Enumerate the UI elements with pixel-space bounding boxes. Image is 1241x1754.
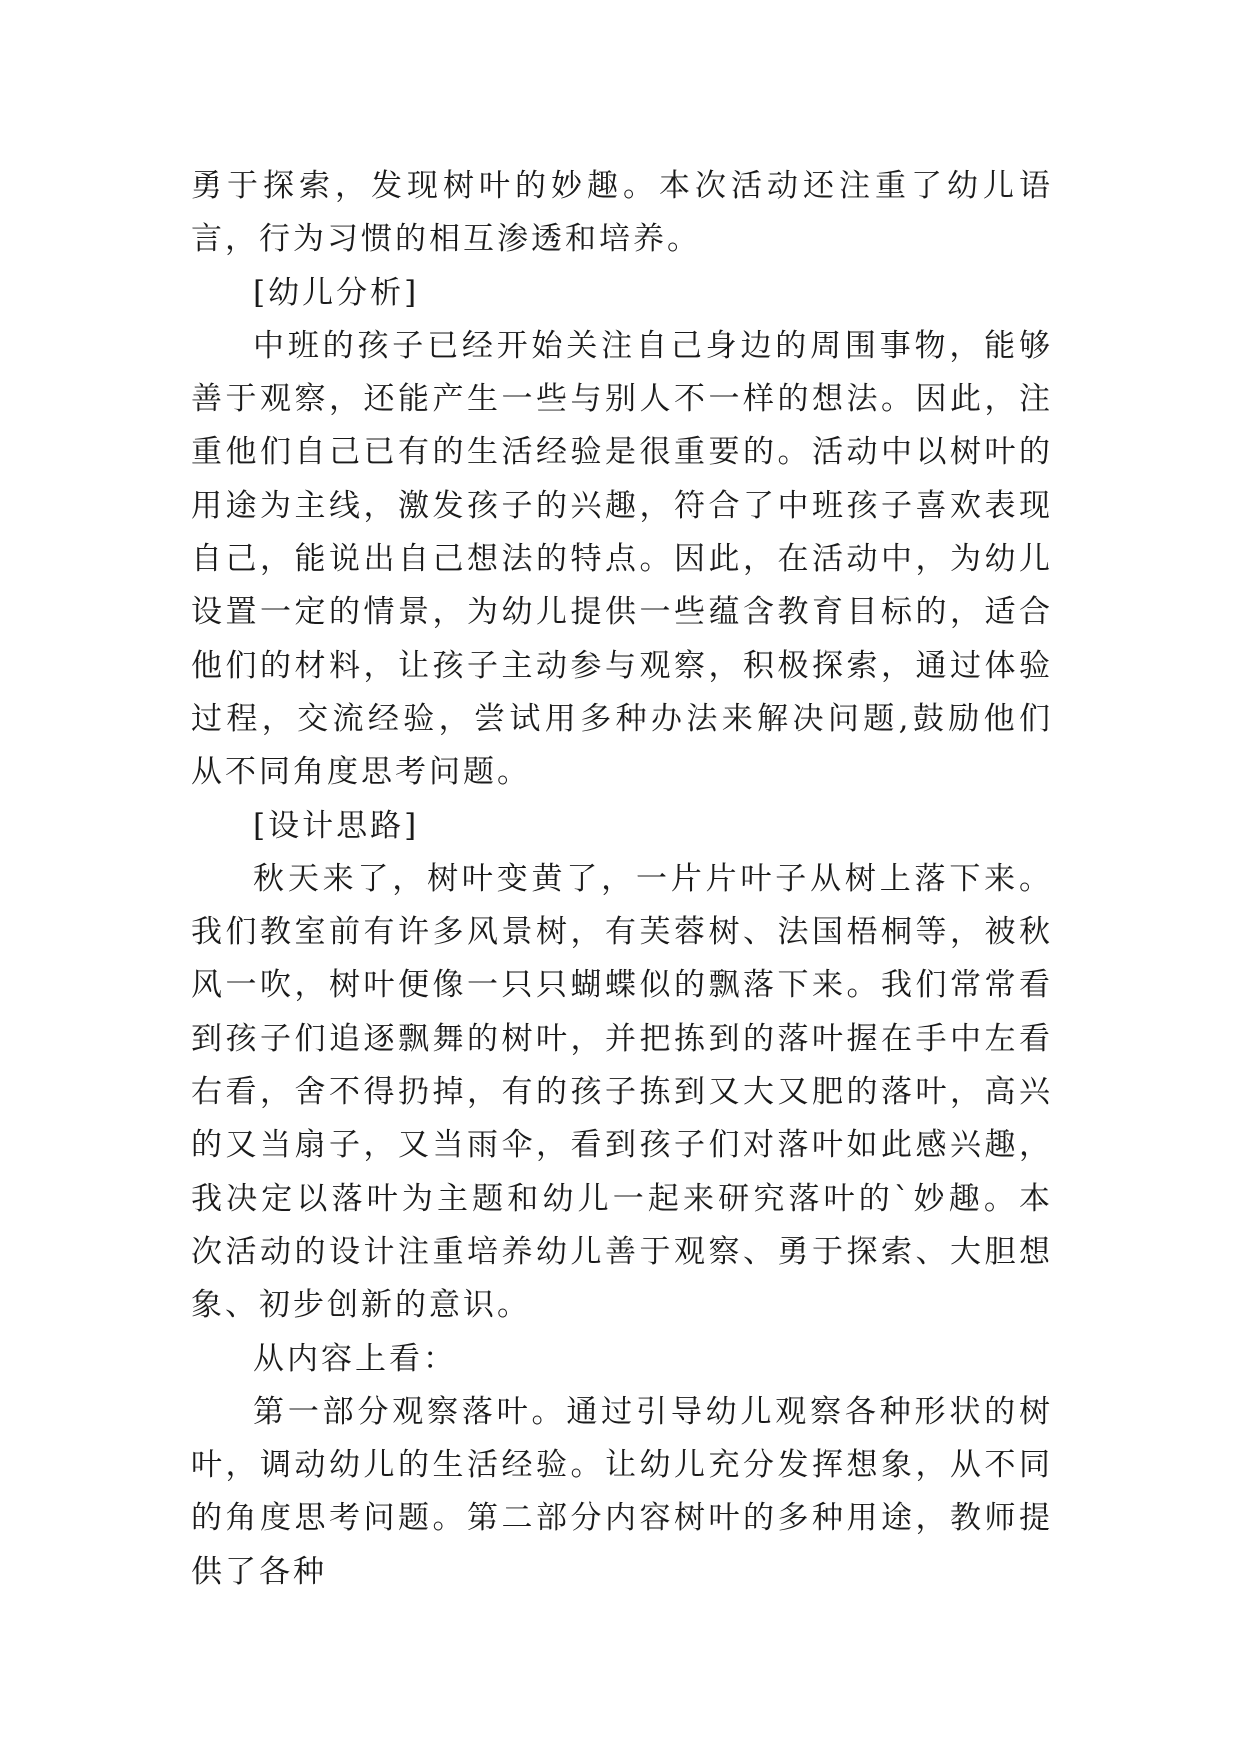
section-heading-content-view: 从内容上看： (253, 1340, 457, 1377)
paragraph-design-idea: 秋天来了，树叶变黄了，一片片叶子从树上落下来。我们教室前有许多风景树，有芙蓉树、法国梧桐等，被秋风一吹，树叶便像一只只蝴蝶似的飘落下来。我们常常看到孩子们追逐飘舞的树叶，并把拣到的落叶握在手中左看右看，舍不得扔掉，有的孩子拣到又大又肥的落叶，高兴的又当扇子，又当雨伞，看到孩子们对落叶如此感兴趣，我决定以落叶为主题和幼儿一起来研究落叶的`妙趣。本次活动的设计注重培养幼儿善于观察、勇于探索、大胆想象、初步创新的意识。 (191, 860, 1053, 1324)
document-body (191, 160, 1053, 1599)
section-heading-child-analysis: [幼儿分析] (253, 274, 420, 311)
paragraph-child-analysis: 中班的孩子已经开始关注自己身边的周围事物，能够善于观察，还能产生一些与别人不一样的想法。因此，注重他们自己已有的生活经验是很重要的。活动中以树叶的用途为主线，激发孩子的兴趣，符合了中班孩子喜欢表现自己，能说出自己想法的特点。因此，在活动中，为幼儿设置一定的情景，为幼儿提供一些蕴含教育目标的，适合他们的材料，让孩子主动参与观察，积极探索，通过体验过程，交流经验，尝试用多种办法来解决问题,鼓励他们从不同角度思考问题。 (191, 327, 1053, 791)
section-heading-design-idea: [设计思路] (253, 807, 420, 844)
paragraph-content-view: 第一部分观察落叶。通过引导幼儿观察各种形状的树叶，调动幼儿的生活经验。让幼儿充分发挥想象，从不同的角度思考问题。第二部分内容树叶的多种用途，教师提供了各种 (191, 1393, 1053, 1590)
paragraph-continuation: 勇于探索，发现树叶的妙趣。本次活动还注重了幼儿语言，行为习惯的相互渗透和培养。 (191, 168, 1053, 258)
